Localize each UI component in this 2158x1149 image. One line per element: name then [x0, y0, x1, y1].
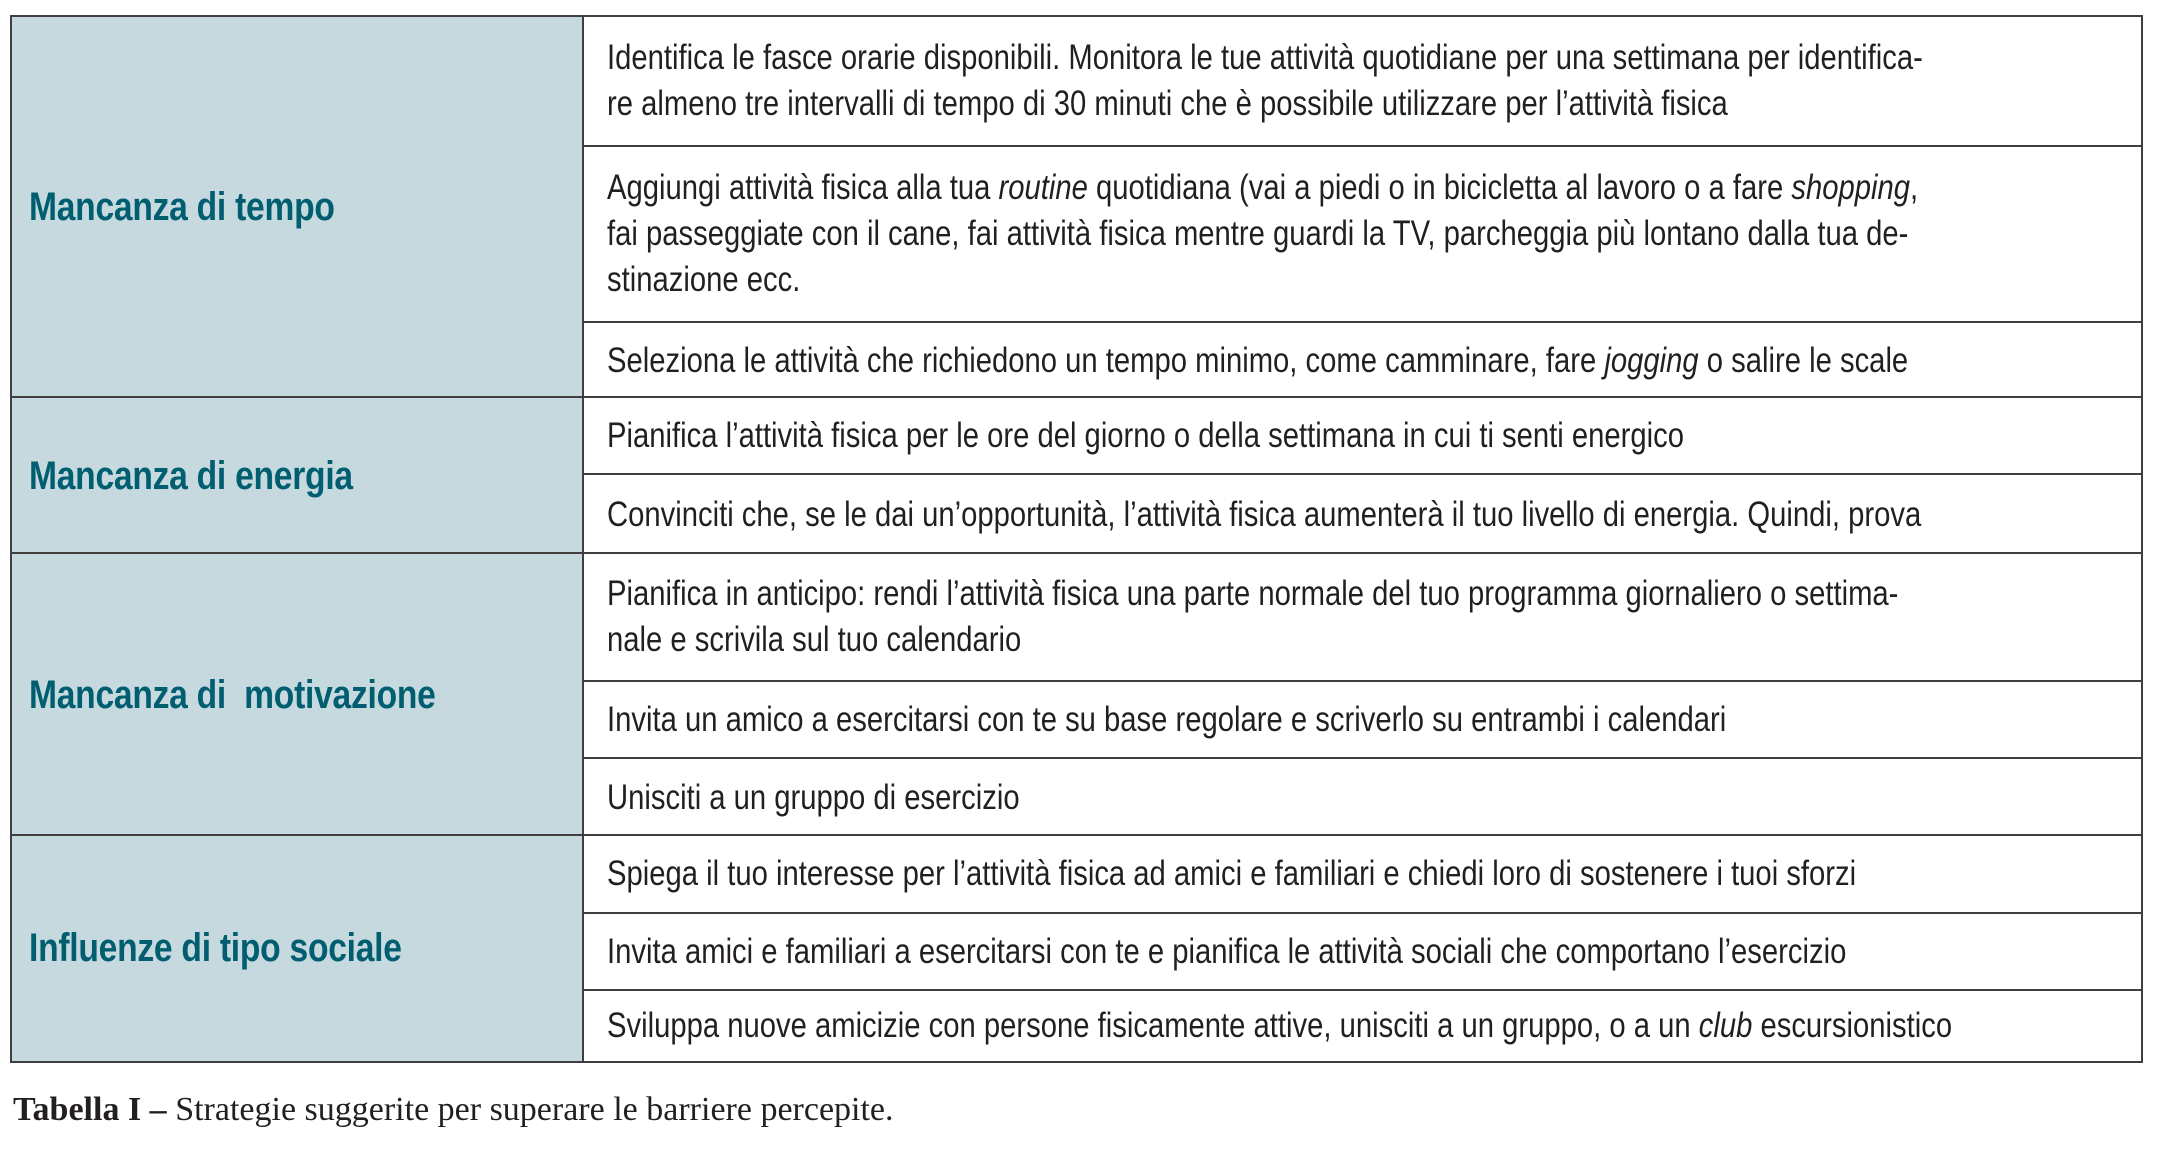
table-row — [584, 836, 2141, 912]
strategy-text-line: Unisciti a un gruppo di esercizio — [607, 777, 1020, 817]
strategy-text-line: Identifica le fasce orarie disponibili. Monitora le tue attività quotidiane per una settimana per identifica- — [607, 38, 1923, 77]
strategy-text-line: Invita un amico a esercitarsi con te su base regolare e scriverlo su entrambi i calendari — [607, 699, 1727, 739]
barrier-label: Mancanza di tempo — [29, 185, 335, 229]
strategy-text-line: Spiega il tuo interesse per l’attività fisica ad amici e familiari e chiedi loro di sostenere i tuoi sforzi — [607, 854, 1857, 893]
italic-term: routine — [998, 168, 1088, 207]
strategy-rows — [584, 17, 2141, 398]
caption-label: Tabella I – — [13, 1091, 167, 1128]
text-run: Aggiungi attività fisica alla tua — [607, 168, 999, 207]
table-group-time — [12, 17, 2141, 398]
italic-term: jogging — [1604, 340, 1699, 380]
strategy-text-line — [607, 338, 1909, 384]
strategy-text-line: Pianifica l’attività fisica per le ore del giorno o della settimana in cui ti senti energico — [607, 415, 1685, 455]
strategy-text-line: fai passeggiate con il cane, fai attività fisica mentre guardi la TV, parcheggia più lontano dalla tua de- — [607, 214, 1909, 253]
table-row — [584, 398, 2141, 473]
text-run: o salire le scale — [1698, 340, 1909, 380]
barrier-label-cell — [12, 398, 584, 554]
table-row — [584, 757, 2141, 836]
text-run: , — [1909, 168, 1919, 207]
table-row — [584, 473, 2141, 554]
strategy-text-line: Pianifica in anticipo: rendi l’attività fisica una parte normale del tuo programma giornaliero o settima- — [607, 574, 1899, 613]
table-row — [584, 554, 2141, 680]
text-run: quotidiana (vai a piedi o in bicicletta al lavoro o a fare — [1087, 168, 1792, 207]
italic-term: club — [1698, 1006, 1753, 1045]
barrier-label-cell — [12, 836, 584, 1061]
strategy-rows — [584, 554, 2141, 836]
caption-text: Strategie suggerite per superare le barriere percepite. — [166, 1091, 894, 1128]
text-run: escursionistico — [1752, 1006, 1953, 1045]
table-row — [584, 321, 2141, 398]
barrier-label: Mancanza di motivazione — [29, 672, 436, 717]
strategy-rows — [584, 398, 2141, 554]
barrier-label-cell — [12, 554, 584, 836]
strategies-table — [10, 15, 2143, 1063]
table-row — [584, 680, 2141, 757]
strategy-text-line: nale e scrivila sul tuo calendario — [607, 620, 1022, 659]
strategy-text-line — [607, 1003, 1953, 1049]
italic-term: shopping — [1791, 168, 1910, 207]
table-row — [584, 912, 2141, 989]
table-group-energy — [12, 396, 2141, 554]
strategy-rows — [584, 836, 2141, 1061]
strategy-text-line: Convinciti che, se le dai un’opportunità, l’attività fisica aumenterà il tuo livello di energia. Quindi, prova — [607, 494, 1922, 534]
table-group-social — [12, 834, 2141, 1061]
barrier-label-cell — [12, 17, 584, 398]
strategy-text-line: stinazione ecc. — [607, 260, 801, 299]
table-caption — [13, 1085, 894, 1135]
table-row — [584, 17, 2141, 145]
table-row — [584, 145, 2141, 321]
strategy-text-line: re almeno tre intervalli di tempo di 30 minuti che è possibile utilizzare per l’attività fisica — [607, 84, 1728, 123]
strategy-text-line — [607, 165, 1919, 211]
barrier-label: Mancanza di energia — [29, 453, 353, 498]
strategy-text-line: Invita amici e familiari a esercitarsi con te e pianifica le attività sociali che comportano l’esercizio — [607, 931, 1847, 971]
barrier-label: Influenze di tipo sociale — [29, 926, 402, 970]
text-run: Seleziona le attività che richiedono un tempo minimo, come camminare, fare — [607, 340, 1605, 380]
table-group-motivation — [12, 552, 2141, 836]
text-run: Sviluppa nuove amicizie con persone fisicamente attive, unisciti a un gruppo, o a un — [607, 1006, 1699, 1045]
table-row — [584, 989, 2141, 1061]
